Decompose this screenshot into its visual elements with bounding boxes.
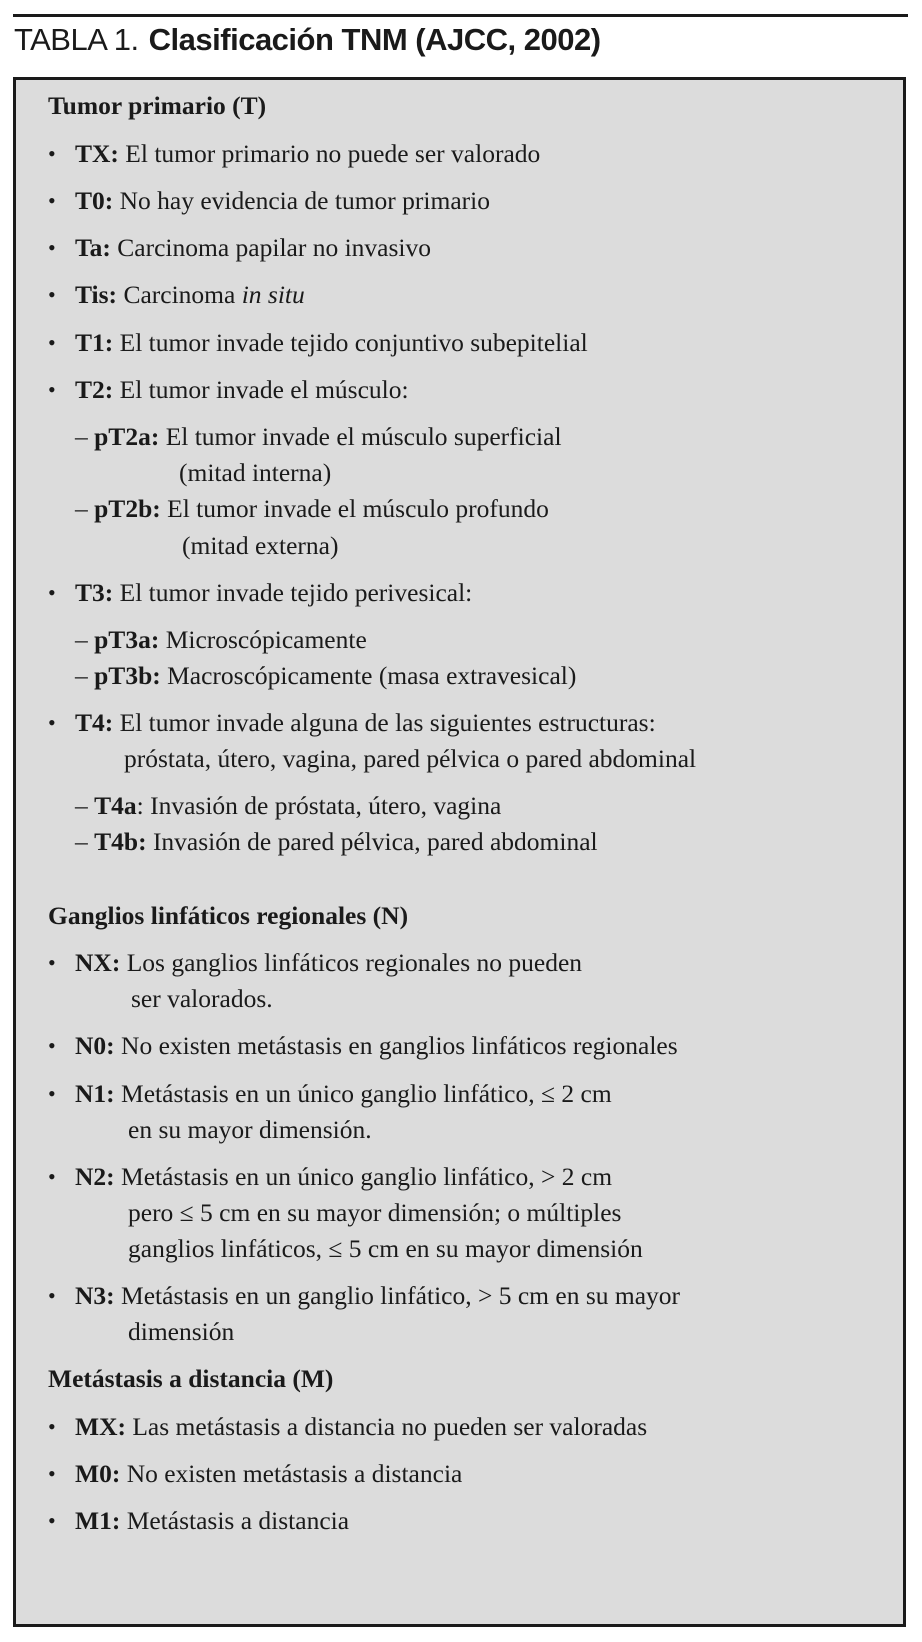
code-t0: T0: — [75, 186, 114, 215]
bullet-icon: • — [48, 1461, 56, 1486]
list-item-t2 — [48, 372, 409, 408]
list-item-t1 — [48, 325, 588, 361]
list-item-t4-cont: próstata, útero, vagina, pared pélvica o pared abdominal — [124, 744, 697, 773]
text-mx: Las metástasis a distancia no pueden ser valoradas — [125, 1412, 648, 1441]
text-t0: No hay evidencia de tumor primario — [113, 186, 490, 215]
list-item-t4 — [48, 705, 656, 741]
section-heading-nodes: Ganglios linfáticos regionales (N) — [48, 901, 409, 930]
classification-box — [13, 77, 906, 1627]
sub-item-pt2b-cont: (mitad externa) — [182, 531, 339, 560]
code-pt3a: pT3a: — [94, 625, 160, 654]
text-t4: El tumor invade alguna de las siguientes estructuras: — [113, 708, 656, 737]
code-m0: M0: — [75, 1459, 121, 1488]
list-item-m1 — [48, 1503, 349, 1539]
list-item-tis — [48, 277, 305, 313]
table-caption: Clasificación TNM (AJCC, 2002) — [148, 22, 601, 57]
text-m1: Metástasis a distancia — [120, 1506, 350, 1535]
dash-pt2a: – — [75, 422, 95, 451]
text-pt3b: Macroscópicamente (masa extravesical) — [160, 661, 577, 690]
list-item-nx — [48, 945, 582, 981]
code-n3: N3: — [75, 1281, 115, 1310]
bullet-icon: • — [48, 580, 56, 605]
text-pt2b: El tumor invade el músculo profundo — [160, 494, 549, 523]
list-item-t3 — [48, 575, 472, 611]
list-item-mx — [48, 1409, 647, 1445]
bullet-icon: • — [48, 1508, 56, 1533]
bullet-icon: • — [48, 950, 56, 975]
list-item-n2-cont: pero ≤ 5 cm en su mayor dimensión; o múltiples — [128, 1198, 622, 1227]
code-pt3b: pT3b: — [94, 661, 161, 690]
list-item-n3 — [48, 1278, 680, 1314]
code-t1: T1: — [75, 328, 114, 357]
code-pt2a: pT2a: — [94, 422, 160, 451]
sub-item-pt2b — [75, 491, 549, 527]
text-t4b: Invasión de pared pélvica, pared abdominal — [146, 827, 598, 856]
table-number: TABLA 1. — [14, 22, 139, 57]
code-n2: N2: — [75, 1162, 115, 1191]
code-mx: MX: — [75, 1412, 126, 1441]
list-item-t0 — [48, 183, 490, 219]
text-t4a: : Invasión de próstata, útero, vagina — [136, 791, 502, 820]
bullet-icon: • — [48, 141, 56, 166]
list-item-tx — [48, 136, 540, 172]
bullet-icon: • — [48, 330, 56, 355]
sub-item-pt2a-cont: (mitad interna) — [179, 458, 332, 487]
code-t4: T4: — [75, 708, 114, 737]
code-t3: T3: — [75, 578, 114, 607]
text-n3: Metástasis en un ganglio linfático, > 5 cm en su mayor — [114, 1281, 681, 1310]
code-nx: NX: — [75, 948, 121, 977]
code-n0: N0: — [75, 1031, 115, 1060]
list-item-n3-cont: dimensión — [128, 1317, 235, 1346]
top-rule — [13, 14, 908, 17]
code-tis: Tis: — [75, 280, 118, 309]
text-m0: No existen metástasis a distancia — [120, 1459, 463, 1488]
list-item-n1 — [48, 1076, 612, 1112]
dash-pt2b: – — [75, 494, 95, 523]
bullet-icon: • — [48, 710, 56, 735]
text-t1: El tumor invade tejido conjuntivo subepitelial — [113, 328, 588, 357]
sub-item-pt3a — [75, 622, 367, 658]
text-tx: El tumor primario no puede ser valorado — [118, 139, 541, 168]
text-n2: Metástasis en un único ganglio linfático, > 2 cm — [114, 1162, 613, 1191]
text-pt2a: El tumor invade el músculo superficial — [159, 422, 562, 451]
text-ta: Carcinoma papilar no invasivo — [110, 233, 432, 262]
bullet-icon: • — [48, 1283, 56, 1308]
text-t2: El tumor invade el músculo: — [113, 375, 409, 404]
text-tis-italic: in situ — [241, 280, 305, 309]
section-heading-metastasis: Metástasis a distancia (M) — [48, 1364, 334, 1393]
list-item-n2 — [48, 1159, 612, 1195]
sub-item-pt3b — [75, 658, 576, 694]
list-item-m0 — [48, 1456, 462, 1492]
text-n0: No existen metástasis en ganglios linfáticos regionales — [114, 1031, 678, 1060]
text-n1: Metástasis en un único ganglio linfático, ≤ 2 cm — [114, 1079, 612, 1108]
table-title — [14, 22, 601, 72]
bullet-icon: • — [48, 235, 56, 260]
list-item-n0 — [48, 1028, 678, 1064]
text-pt3a: Microscópicamente — [159, 625, 367, 654]
bullet-icon: • — [48, 1081, 56, 1106]
list-item-n1-cont: en su mayor dimensión. — [128, 1115, 372, 1144]
dash-pt3b: – — [75, 661, 95, 690]
list-item-nx-cont: ser valorados. — [131, 984, 273, 1013]
code-pt2b: pT2b: — [94, 494, 161, 523]
bullet-icon: • — [48, 1164, 56, 1189]
section-heading-tumor: Tumor primario (T) — [48, 91, 267, 120]
code-t4b: T4b: — [94, 827, 147, 856]
dash-pt3a: – — [75, 625, 95, 654]
bullet-icon: • — [48, 1033, 56, 1058]
list-item-n2-cont2: ganglios linfáticos, ≤ 5 cm en su mayor dimensión — [128, 1234, 643, 1263]
code-m1: M1: — [75, 1506, 121, 1535]
sub-item-pt2a — [75, 419, 562, 455]
code-t4a: T4a — [94, 791, 137, 820]
code-tx: TX: — [75, 139, 119, 168]
code-t2: T2: — [75, 375, 114, 404]
code-ta: Ta: — [75, 233, 111, 262]
list-item-ta — [48, 230, 431, 266]
text-tis: Carcinoma — [117, 280, 242, 309]
text-nx: Los ganglios linfáticos regionales no pueden — [120, 948, 583, 977]
text-t3: El tumor invade tejido perivesical: — [113, 578, 473, 607]
sub-item-t4a — [75, 788, 501, 824]
bullet-icon: • — [48, 188, 56, 213]
bullet-icon: • — [48, 377, 56, 402]
dash-t4a: – — [75, 791, 95, 820]
sub-item-t4b — [75, 824, 598, 860]
bullet-icon: • — [48, 282, 56, 307]
dash-t4b: – — [75, 827, 95, 856]
code-n1: N1: — [75, 1079, 115, 1108]
bullet-icon: • — [48, 1414, 56, 1439]
